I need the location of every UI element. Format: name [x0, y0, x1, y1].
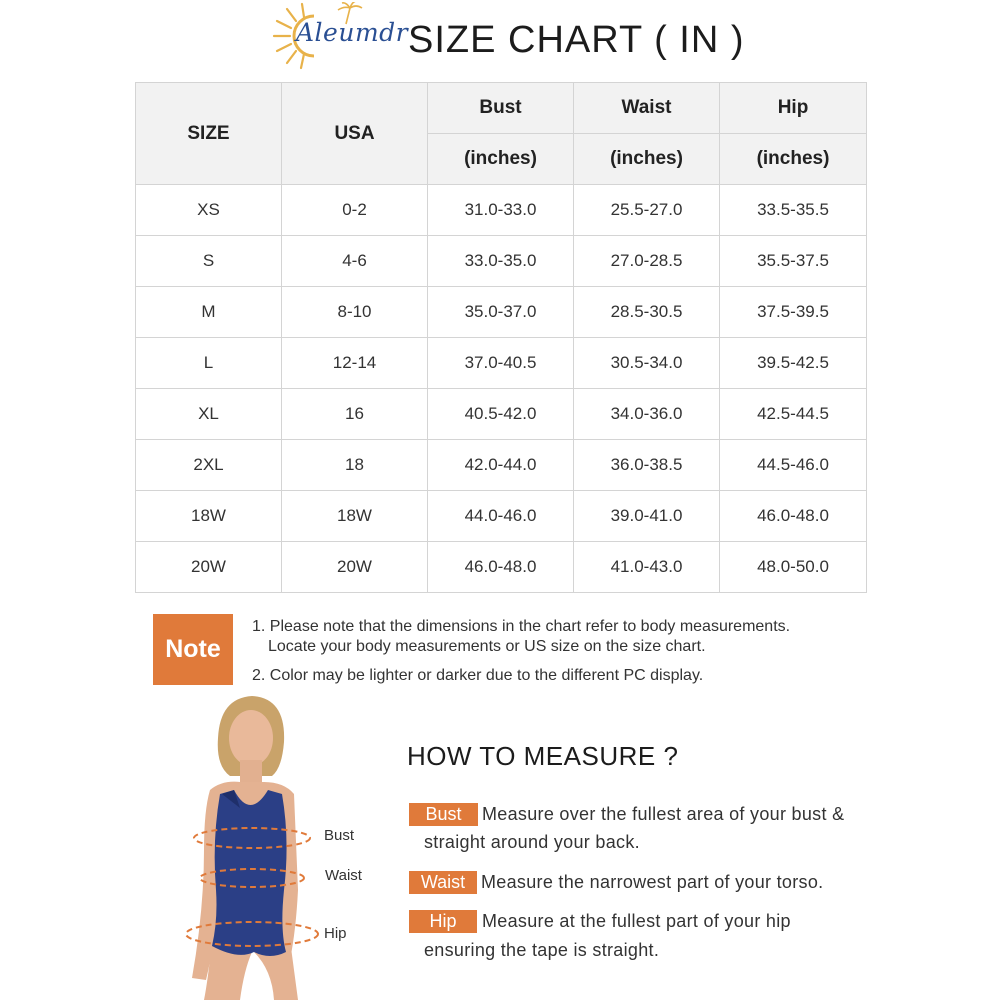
cell-usa: 4-6	[282, 236, 428, 287]
cell-waist: 27.0-28.5	[574, 236, 720, 287]
cell-bust: 42.0-44.0	[428, 440, 574, 491]
cell-bust: 44.0-46.0	[428, 491, 574, 542]
cell-waist: 28.5-30.5	[574, 287, 720, 338]
brand-name: Aleumdr	[296, 18, 409, 47]
note-line-2: 2. Color may be lighter or darker due to the different PC display.	[252, 667, 704, 684]
hip-label: Hip	[324, 925, 347, 942]
bust-instruction-continued: straight around your back.	[424, 832, 640, 852]
table-row	[136, 389, 867, 440]
note-badge: Note	[153, 614, 233, 685]
model-swimsuit-illustration	[160, 690, 400, 1000]
header-waist-unit: (inches)	[574, 134, 720, 185]
cell-bust: 33.0-35.0	[428, 236, 574, 287]
header-bust-unit: (inches)	[428, 134, 574, 185]
cell-waist: 25.5-27.0	[574, 185, 720, 236]
bust-label: Bust	[324, 827, 355, 844]
cell-size: XS	[136, 185, 282, 236]
cell-hip: 42.5-44.5	[720, 389, 867, 440]
hip-tag: Hip	[409, 910, 477, 933]
header-size: SIZE	[136, 83, 282, 185]
cell-hip: 48.0-50.0	[720, 542, 867, 593]
table-row	[136, 338, 867, 389]
table-header-row	[136, 83, 867, 134]
cell-waist: 30.5-34.0	[574, 338, 720, 389]
cell-hip: 44.5-46.0	[720, 440, 867, 491]
cell-size: M	[136, 287, 282, 338]
hip-instruction-continued: ensuring the tape is straight.	[424, 940, 660, 960]
table-row	[136, 185, 867, 236]
cell-hip: 37.5-39.5	[720, 287, 867, 338]
cell-usa: 18	[282, 440, 428, 491]
cell-bust: 40.5-42.0	[428, 389, 574, 440]
waist-label: Waist	[325, 867, 362, 884]
cell-waist: 39.0-41.0	[574, 491, 720, 542]
size-chart-table	[135, 82, 867, 593]
table-row	[136, 287, 867, 338]
cell-size: 18W	[136, 491, 282, 542]
cell-bust: 37.0-40.5	[428, 338, 574, 389]
header-hip: Hip	[720, 83, 867, 134]
cell-bust: 31.0-33.0	[428, 185, 574, 236]
hip-instruction: Measure at the fullest part of your hip	[482, 911, 791, 931]
cell-size: 2XL	[136, 440, 282, 491]
cell-usa: 20W	[282, 542, 428, 593]
cell-hip: 46.0-48.0	[720, 491, 867, 542]
cell-size: L	[136, 338, 282, 389]
page-title: SIZE CHART ( IN )	[408, 19, 745, 61]
header-waist: Waist	[574, 83, 720, 134]
cell-usa: 8-10	[282, 287, 428, 338]
header-hip-unit: (inches)	[720, 134, 867, 185]
table-row	[136, 236, 867, 287]
cell-hip: 35.5-37.5	[720, 236, 867, 287]
header-bust: Bust	[428, 83, 574, 134]
cell-usa: 0-2	[282, 185, 428, 236]
bust-tag: Bust	[409, 803, 478, 826]
cell-waist: 34.0-36.0	[574, 389, 720, 440]
cell-usa: 16	[282, 389, 428, 440]
cell-hip: 33.5-35.5	[720, 185, 867, 236]
how-to-measure-title: HOW TO MEASURE ?	[407, 741, 679, 771]
waist-instruction: Measure the narrowest part of your torso.	[481, 872, 824, 892]
cell-usa: 18W	[282, 491, 428, 542]
note-line-1: 1. Please note that the dimensions in the chart refer to body measurements.	[252, 618, 791, 635]
cell-hip: 39.5-42.5	[720, 338, 867, 389]
cell-waist: 36.0-38.5	[574, 440, 720, 491]
table-row	[136, 440, 867, 491]
cell-waist: 41.0-43.0	[574, 542, 720, 593]
note-line-1-continued: Locate your body measurements or US size on the size chart.	[268, 638, 706, 655]
waist-tag: Waist	[409, 871, 477, 894]
header-usa: USA	[282, 83, 428, 185]
table-row	[136, 491, 867, 542]
cell-size: 20W	[136, 542, 282, 593]
cell-size: XL	[136, 389, 282, 440]
cell-bust: 46.0-48.0	[428, 542, 574, 593]
cell-bust: 35.0-37.0	[428, 287, 574, 338]
cell-size: S	[136, 236, 282, 287]
bust-instruction: Measure over the fullest area of your bust &	[482, 804, 845, 824]
cell-usa: 12-14	[282, 338, 428, 389]
table-row	[136, 542, 867, 593]
